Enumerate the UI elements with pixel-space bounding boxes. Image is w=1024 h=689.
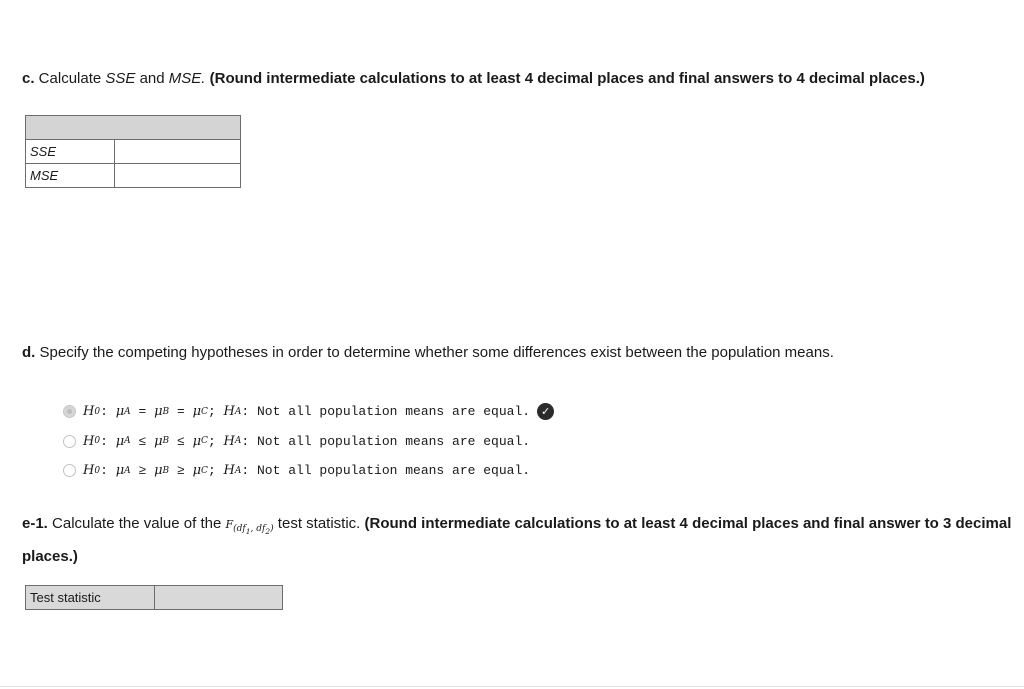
sse-input[interactable] bbox=[115, 140, 241, 164]
question-e1-instruction: (Round intermediate calculations to at least 4 decimal places and final answer to 3 decimal places.) bbox=[22, 515, 1012, 565]
test-statistic-table bbox=[25, 585, 283, 610]
question-d-text: Specify the competing hypotheses in order to determine whether some differences exist between the population means. bbox=[35, 344, 834, 361]
table-row-sse bbox=[26, 140, 241, 164]
radio-button[interactable] bbox=[63, 435, 76, 448]
alt-hypothesis-text: Not all population means are equal. bbox=[257, 404, 531, 420]
alt-hypothesis-text: Not all population means are equal. bbox=[257, 433, 531, 449]
question-e1-text: Calculate the value of the bbox=[47, 515, 226, 532]
question-d bbox=[22, 340, 834, 365]
test-statistic-input[interactable] bbox=[155, 586, 283, 610]
hypothesis-option-2[interactable]: H 0 : μ A ≤ μ B ≤ μ C ; H A : Not all population means are equal. bbox=[63, 427, 554, 457]
test-statistic-label: Test statistic bbox=[26, 586, 155, 610]
alt-hypothesis-text: Not all population means are equal. bbox=[257, 463, 531, 479]
question-e1-text-2: test statistic. bbox=[273, 515, 365, 532]
hypotheses-options bbox=[63, 397, 554, 486]
hypothesis-option-3[interactable]: H 0 : μ A ≥ μ B ≥ μ C ; H A : Not all population means are equal. bbox=[63, 456, 554, 486]
table-row-mse bbox=[26, 164, 241, 188]
sse-mse-table bbox=[25, 115, 241, 188]
table-row-test-statistic bbox=[26, 586, 283, 610]
mse-input[interactable] bbox=[115, 164, 241, 188]
mse-label: MSE bbox=[26, 164, 115, 188]
f-statistic-symbol: $F_{(df_1, df_2)}$ bbox=[225, 518, 274, 536]
question-e1-prefix: e-1. bbox=[22, 515, 48, 532]
radio-button-selected[interactable] bbox=[63, 405, 76, 418]
question-c-instruction: (Round intermediate calculations to at least 4 decimal places and final answers to 4 decimal places.) bbox=[205, 70, 925, 87]
sse-term: SSE bbox=[105, 70, 136, 87]
question-c-text: Calculate bbox=[34, 70, 106, 87]
mse-term: MSE. bbox=[168, 70, 206, 87]
sse-label: SSE bbox=[26, 140, 115, 164]
hypothesis-option-1[interactable]: H 0 : μ A = μ B = μ C ; H A : Not all population means are equal. ✓ bbox=[63, 397, 554, 427]
check-circle-icon: ✓ bbox=[537, 403, 554, 420]
table-header-row bbox=[26, 116, 241, 140]
radio-button[interactable] bbox=[63, 464, 76, 477]
question-c-text-2: and bbox=[135, 70, 169, 87]
question-c-prefix: c. bbox=[22, 70, 35, 87]
question-c bbox=[22, 66, 1012, 91]
question-d-prefix: d. bbox=[22, 344, 36, 361]
question-e1 bbox=[22, 511, 1012, 569]
divider bbox=[0, 686, 1024, 687]
